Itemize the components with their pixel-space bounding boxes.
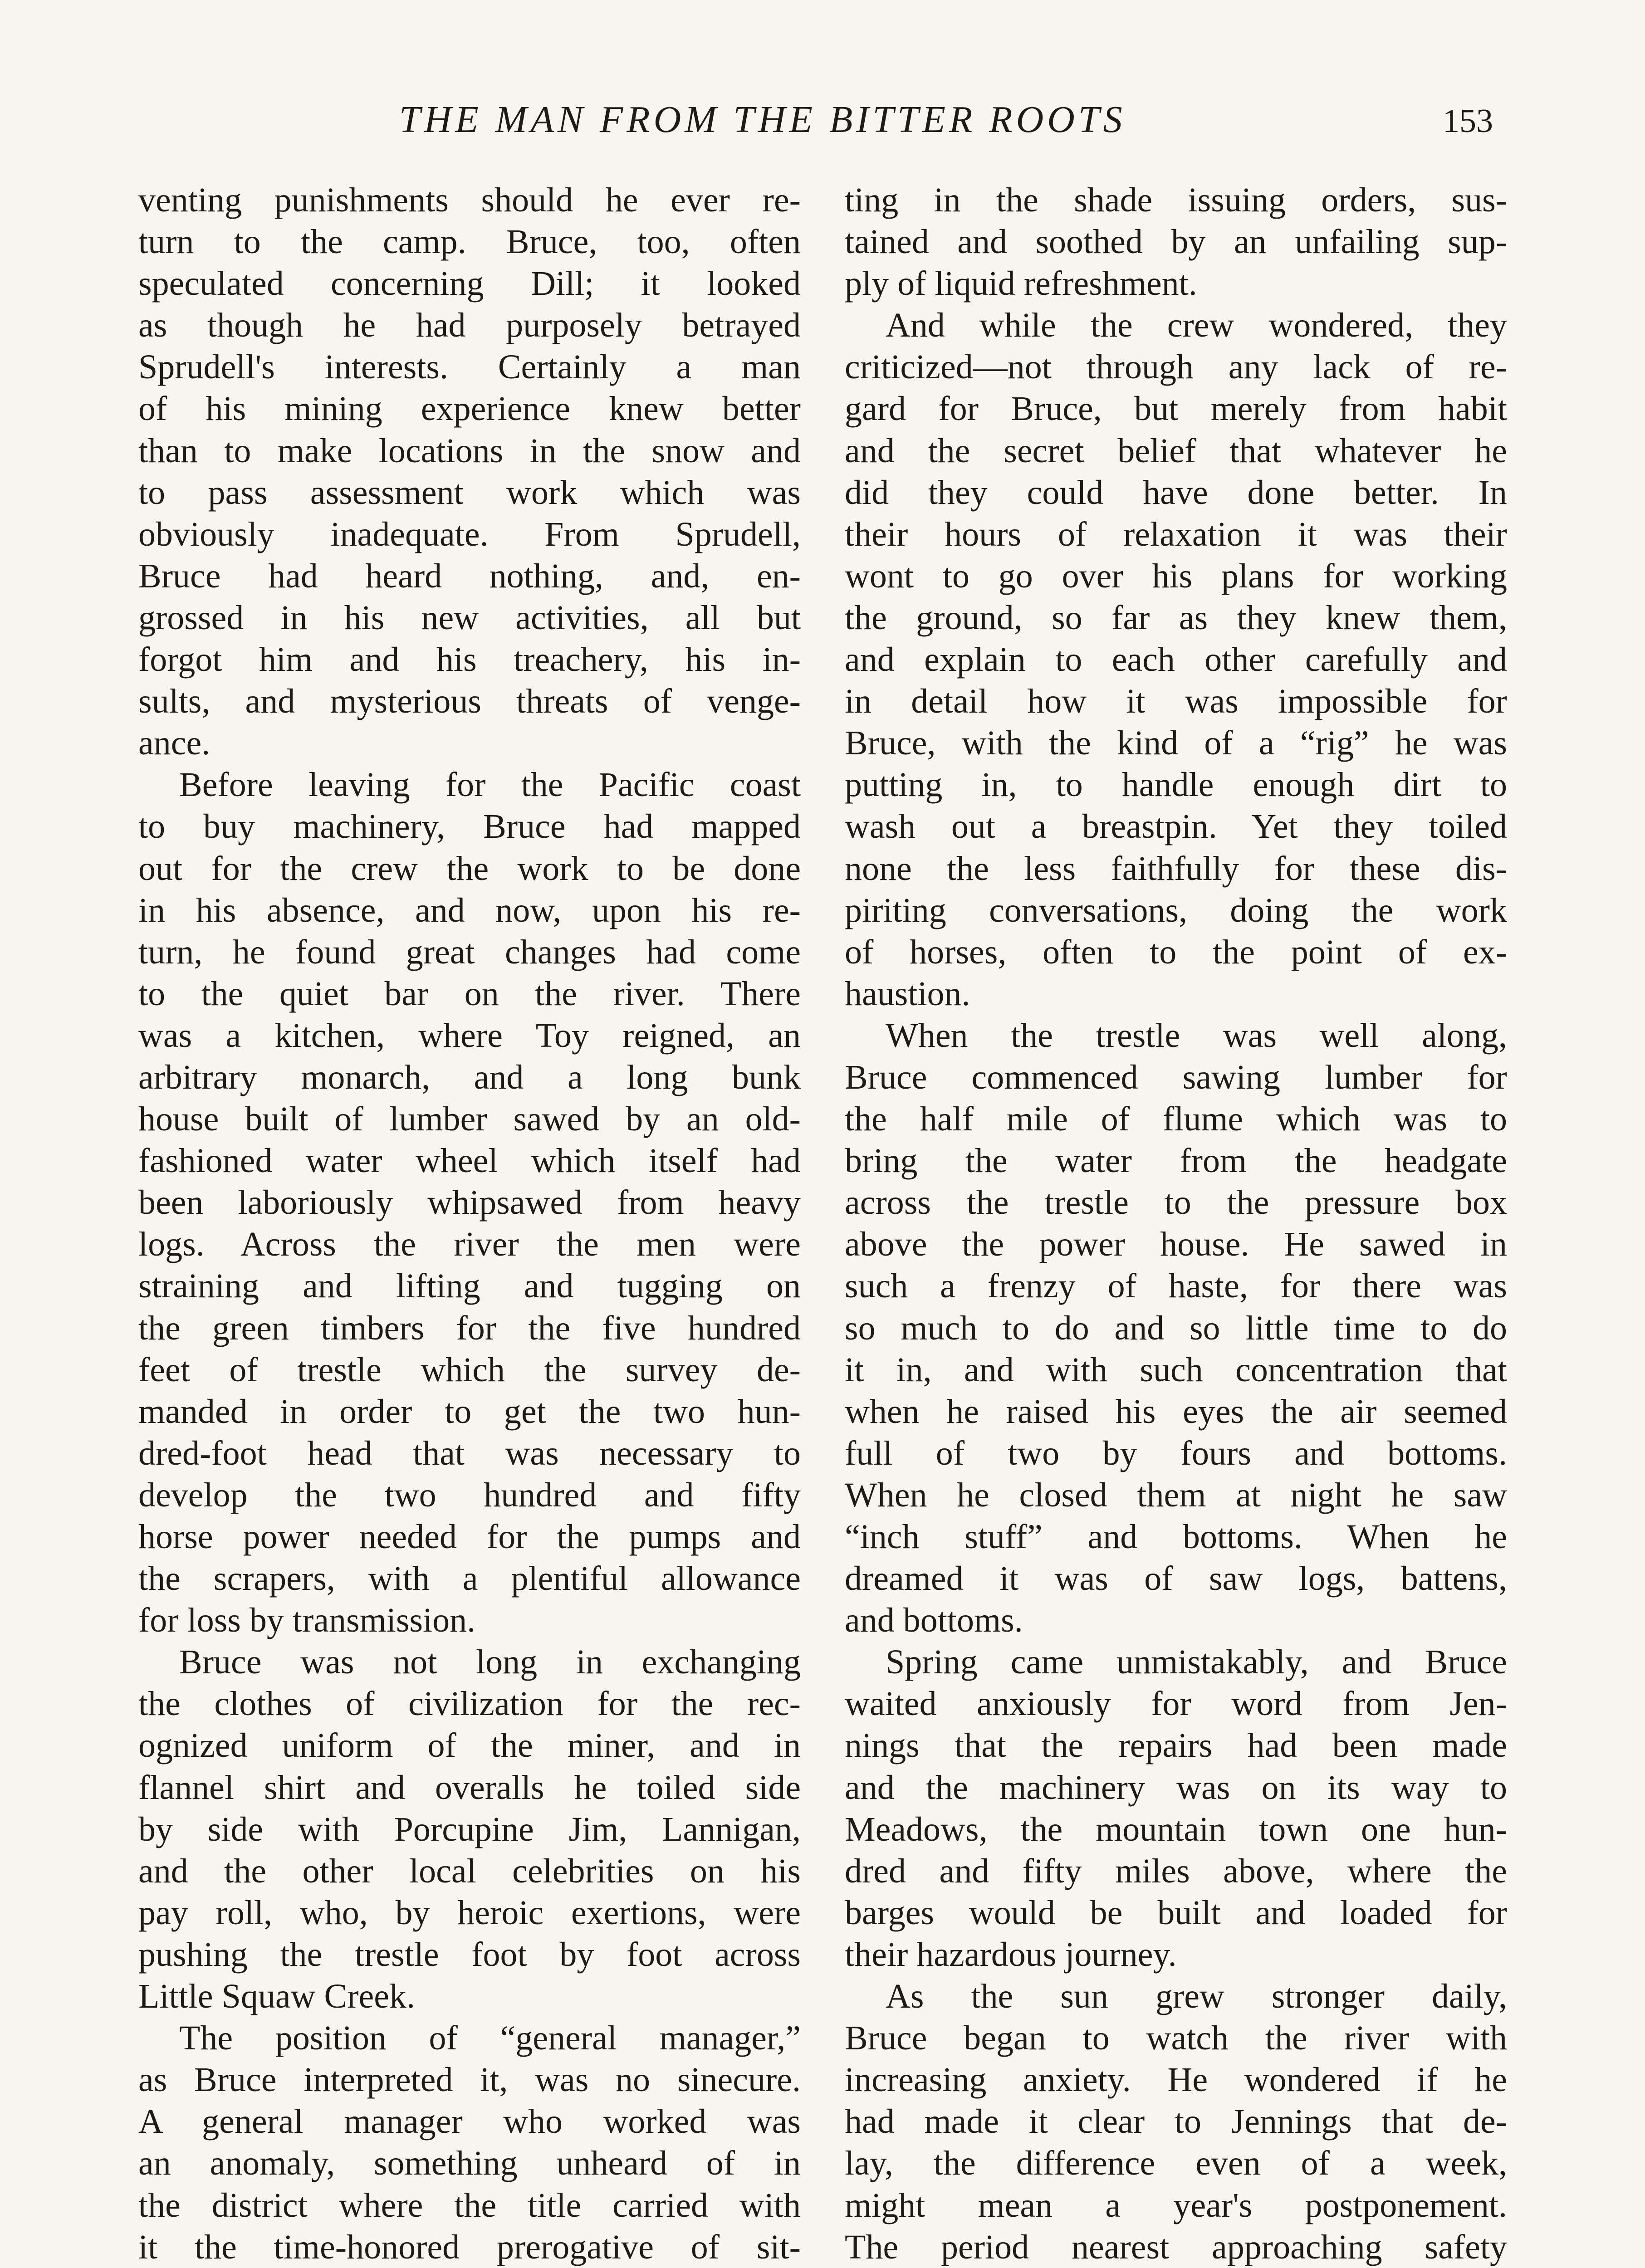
text-line: wont to go over his plans for working [845,557,1507,595]
text-line: than to make locations in the snow and [138,431,801,470]
text-line: And while the crew wondered, they [886,306,1507,345]
text-line: full of two by fours and bottoms. [845,1434,1507,1472]
text-line: pay roll, who, by heroic exertions, were [138,1893,801,1932]
text-line: Sprudell's interests. Certainly a man [138,348,801,386]
text-line: it the time-honored prerogative of sit- [138,2228,801,2266]
text-line: lay, the difference even of a week, [845,2144,1507,2183]
text-line: did they could have done better. In [845,473,1507,512]
text-line: venting punishments should he ever re- [138,181,801,219]
text-line: sults, and mysterious threats of venge- [138,682,801,721]
text-line: Bruce, with the kind of a “rig” he was [845,724,1507,763]
text-line: nings that the repairs had been made [845,1726,1507,1765]
text-line: Before leaving for the Pacific coast [179,766,801,804]
left-column [138,179,801,2268]
text-line: might mean a year's postponement. [845,2186,1507,2224]
text-line: ting in the shade issuing orders, sus- [845,181,1507,219]
text-line: Bruce had heard nothing, and, en- [138,557,801,595]
text-line: across the trestle to the pressure box [845,1183,1507,1222]
text-line: was a kitchen, where Toy reigned, an [138,1016,801,1055]
text-line: wash out a breastpin. Yet they toiled [845,807,1507,846]
text-line: and bottoms. [845,1601,1023,1640]
text-line: to buy machinery, Bruce had mapped [138,807,801,846]
text-line: logs. Across the river the men were [138,1225,801,1264]
text-line: to pass assessment work which was [138,473,801,512]
text-line: so much to do and so little time to do [845,1309,1507,1347]
text-line: turn to the camp. Bruce, too, often [138,223,801,261]
text-line: above the power house. He sawed in [845,1225,1507,1264]
text-line: A general manager who worked was [138,2102,801,2141]
text-line: and the secret belief that whatever he [845,431,1507,470]
text-line: ance. [138,724,211,763]
text-line: the green timbers for the five hundred [138,1309,801,1347]
text-line: when he raised his eyes the air seemed [845,1392,1507,1431]
text-line: As the sun grew stronger daily, [886,1977,1507,2016]
text-line: ognized uniform of the miner, and in [138,1726,801,1765]
text-line: and the other local celebrities on his [138,1852,801,1890]
text-line: as though he had purposely betrayed [138,306,801,345]
text-line: in his absence, and now, upon his re- [138,891,801,929]
text-line: the ground, so far as they knew them, [845,598,1507,637]
text-line: an anomaly, something unheard of in [138,2144,801,2183]
text-line: their hazardous journey. [845,1935,1177,1974]
text-line: to the quiet bar on the river. There [138,974,801,1013]
text-line: barges would be built and loaded for [845,1893,1507,1932]
text-line: When he closed them at night he saw [845,1476,1507,1514]
text-line: obviously inadequate. From Sprudell, [138,515,801,553]
text-line: horse power needed for the pumps and [138,1518,801,1556]
text-line: turn, he found great changes had come [138,933,801,971]
text-line: “inch stuff” and bottoms. When he [845,1518,1507,1556]
text-line: When the trestle was well along, [886,1016,1507,1055]
text-line: The period nearest approaching safety [845,2228,1507,2266]
text-line: haustion. [845,974,970,1013]
text-line: none the less faithfully for these dis- [845,849,1507,888]
text-line: by side with Porcupine Jim, Lannigan, [138,1810,801,1848]
text-line: Bruce began to watch the river with [845,2019,1507,2058]
text-line: fashioned water wheel which itself had [138,1142,801,1180]
text-line: Meadows, the mountain town one hun- [845,1810,1507,1848]
text-line: of his mining experience knew better [138,390,801,428]
text-line: tained and soothed by an unfailing sup- [845,223,1507,261]
text-line: grossed in his new activities, all but [138,598,801,637]
text-line: putting in, to handle enough dirt to [845,766,1507,804]
text-line: such a frenzy of haste, for there was [845,1267,1507,1305]
text-line: The position of “general manager,” [179,2019,801,2058]
text-line: dreamed it was of saw logs, battens, [845,1559,1507,1598]
text-line: Spring came unmistakably, and Bruce [886,1643,1507,1681]
text-line: the district where the title carried with [138,2186,801,2224]
text-line: of horses, often to the point of ex- [845,933,1507,971]
right-column [845,179,1507,2268]
text-line: Bruce was not long in exchanging [179,1643,801,1681]
text-line: house built of lumber sawed by an old- [138,1100,801,1139]
text-line: as Bruce interpreted it, was no sinecure. [138,2061,801,2099]
text-line: in detail how it was impossible for [845,682,1507,721]
text-line: straining and lifting and tugging on [138,1267,801,1305]
text-line: Little Squaw Creek. [138,1977,415,2016]
text-line: bring the water from the headgate [845,1142,1507,1180]
page-number: 153 [1443,103,1493,140]
text-line: speculated concerning Dill; it looked [138,264,801,303]
text-line: and explain to each other carefully and [845,640,1507,679]
text-line: pushing the trestle foot by foot across [138,1935,801,1974]
page-header [0,98,1645,161]
text-line: Bruce commenced sawing lumber for [845,1058,1507,1096]
text-line: gard for Bruce, but merely from habit [845,390,1507,428]
text-line: feet of trestle which the survey de- [138,1350,801,1389]
text-line: develop the two hundred and fifty [138,1476,801,1514]
running-title: THE MAN FROM THE BITTER ROOTS [399,98,1126,141]
text-line: flannel shirt and overalls he toiled side [138,1768,801,1807]
text-line: out for the crew the work to be done [138,849,801,888]
text-line: been laboriously whipsawed from heavy [138,1183,801,1222]
text-line: the clothes of civilization for the rec- [138,1685,801,1723]
text-line: increasing anxiety. He wondered if he [845,2061,1507,2099]
text-line: piriting conversations, doing the work [845,891,1507,929]
text-line: arbitrary monarch, and a long bunk [138,1058,801,1096]
text-line: dred and fifty miles above, where the [845,1852,1507,1890]
text-line: it in, and with such concentration that [845,1350,1507,1389]
text-line: criticized—not through any lack of re- [845,348,1507,386]
text-line: manded in order to get the two hun- [138,1392,801,1431]
text-line: for loss by transmission. [138,1601,476,1640]
text-line: and the machinery was on its way to [845,1768,1507,1807]
text-line: forgot him and his treachery, his in- [138,640,801,679]
text-line: had made it clear to Jennings that de- [845,2102,1507,2141]
text-line: ply of liquid refreshment. [845,264,1197,303]
text-line: the scrapers, with a plentiful allowance [138,1559,801,1598]
text-line: the half mile of flume which was to [845,1100,1507,1139]
text-line: waited anxiously for word from Jen- [845,1685,1507,1723]
text-line: their hours of relaxation it was their [845,515,1507,553]
text-line: dred-foot head that was necessary to [138,1434,801,1472]
